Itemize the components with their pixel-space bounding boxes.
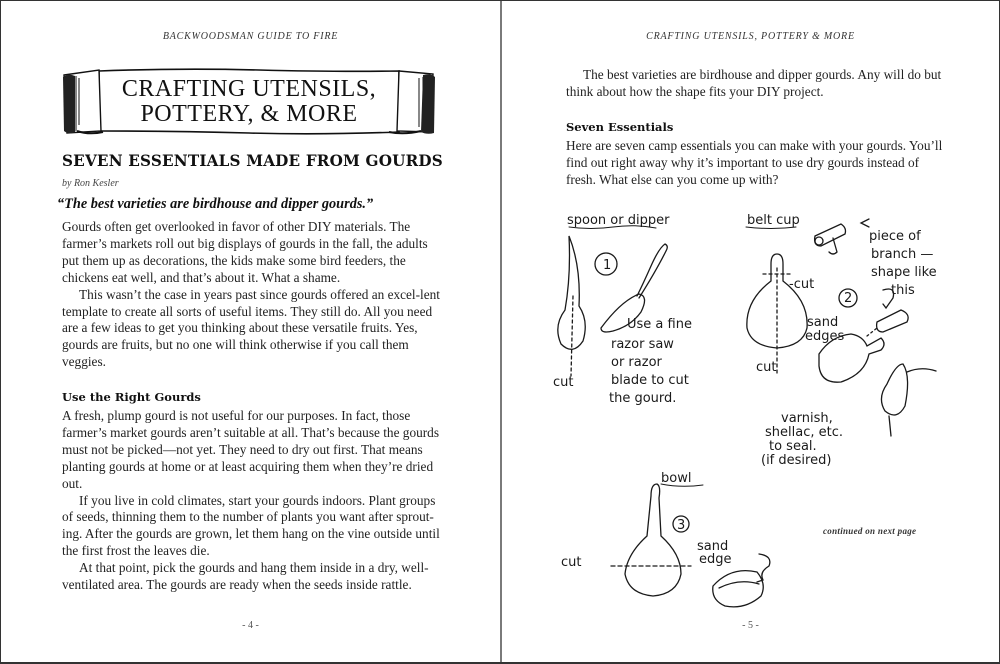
spoon-note-2: razor saw	[611, 337, 674, 352]
belt-cup-title: belt cup	[747, 213, 800, 228]
belt-cup-cut-top: -cut	[789, 277, 815, 292]
spoon-note-4: blade to cut	[611, 373, 689, 388]
paragraph: A fresh, plump gourd is not useful for our purposes. In fact, those farmer’s market gourds aren’t suitable at all. That’s because the gourds must not be picked—not yet. They need to dry out first. That means planting gourds at home or at least acquiring them when they’re dried out.	[62, 408, 439, 491]
section-heading-seven-essentials: Seven Essentials	[566, 120, 674, 134]
paragraph: This wasn’t the case in years past since gourds offered an excel-lent template to create all sorts of useful items. They still do. All you need are a few ideas to get you thinking about these versatile fruits. Yes, gourds are fruits, but no one will think otherwise if you call them veggies.	[62, 286, 440, 370]
spoon-note-3: or razor	[611, 355, 662, 370]
article-title: SEVEN ESSENTIALS MADE FROM GOURDS	[62, 151, 443, 170]
spoon-cut-label: cut	[553, 375, 574, 390]
page-number-left: - 4 -	[242, 620, 259, 631]
section-text	[62, 408, 440, 594]
spoon-title: spoon or dipper	[567, 213, 670, 228]
byline: by Ron Kesler	[62, 178, 119, 189]
running-head-right: CRAFTING UTENSILS, POTTERY & MORE	[646, 31, 855, 42]
opening-text	[566, 67, 946, 101]
step-2-number: 2	[844, 291, 853, 306]
chapter-title-line1: CRAFTING UTENSILS,	[121, 76, 377, 102]
seal-note-3: to seal.	[769, 439, 817, 454]
bowl-title: bowl	[661, 471, 692, 486]
spoon-note-5: the gourd.	[609, 391, 677, 406]
step-3-number: 3	[677, 518, 686, 533]
running-head-left: BACKWOODSMAN GUIDE TO FIRE	[162, 31, 339, 42]
pullquote: “The best varieties are birdhouse and dipper gourds.”	[57, 196, 374, 212]
branch-note-3: shape like	[871, 265, 937, 280]
branch-note-4: this	[891, 283, 915, 298]
paragraph: If you live in cold climates, start your gourds indoors. Plant groups of seeds, thinning them to the number of plants you want after sprout-ing. After the gourds are grown, let them hang on the vine outside until the first frost the leaves die.	[62, 492, 440, 559]
seal-note-2: shellac, etc.	[765, 425, 843, 440]
chapter-title-line2: POTTERY, & MORE	[140, 101, 358, 127]
chapter-title	[119, 77, 379, 127]
continued-note: continued on next page	[823, 526, 917, 536]
intro-text	[62, 219, 440, 371]
belt-cup-cut-bottom: cut	[756, 360, 777, 375]
seal-note-4: (if desired)	[761, 453, 832, 468]
seal-note-1: varnish,	[781, 411, 833, 426]
bowl-sand-note-1: sand	[697, 539, 729, 554]
bowl-cut-label: cut	[561, 555, 582, 570]
paragraph: Here are seven camp essentials you can make with your gourds. You’ll find out right away why it’s important to use dry gourds instead of fresh. What else can you come up with?	[566, 138, 943, 187]
step-1-number: 1	[603, 258, 612, 273]
paragraph: At that point, pick the gourds and hang them inside in a dry, well-ventilated area. The gourds are ready when the seeds inside rattle.	[62, 560, 429, 593]
spoon-note-1: Use a fine	[627, 317, 692, 332]
left-page	[1, 1, 500, 662]
belt-sand-note-2: edges	[805, 329, 845, 344]
paragraph: Gourds often get overlooked in favor of other DIY materials. The farmer’s markets roll out big displays of gourds in the fall, the adults put them up as decorations, the kids make some bird feeders, the chickens eat well, and that’s about it. What a shame.	[62, 219, 428, 285]
page-number-right: - 5 -	[742, 620, 759, 631]
gourd-illustrations	[541, 206, 981, 616]
branch-note-1: piece of	[869, 229, 921, 244]
branch-note-2: branch —	[871, 247, 934, 262]
seven-essentials-text	[566, 138, 946, 189]
belt-sand-note-1: sand	[807, 315, 839, 330]
bowl-sand-note-2: edge	[699, 552, 732, 567]
paragraph: The best varieties are birdhouse and dipper gourds. Any will do but think about how the shape fits your DIY project.	[566, 67, 942, 99]
chapter-banner	[59, 65, 439, 137]
section-heading-right-gourds: Use the Right Gourds	[62, 390, 201, 404]
